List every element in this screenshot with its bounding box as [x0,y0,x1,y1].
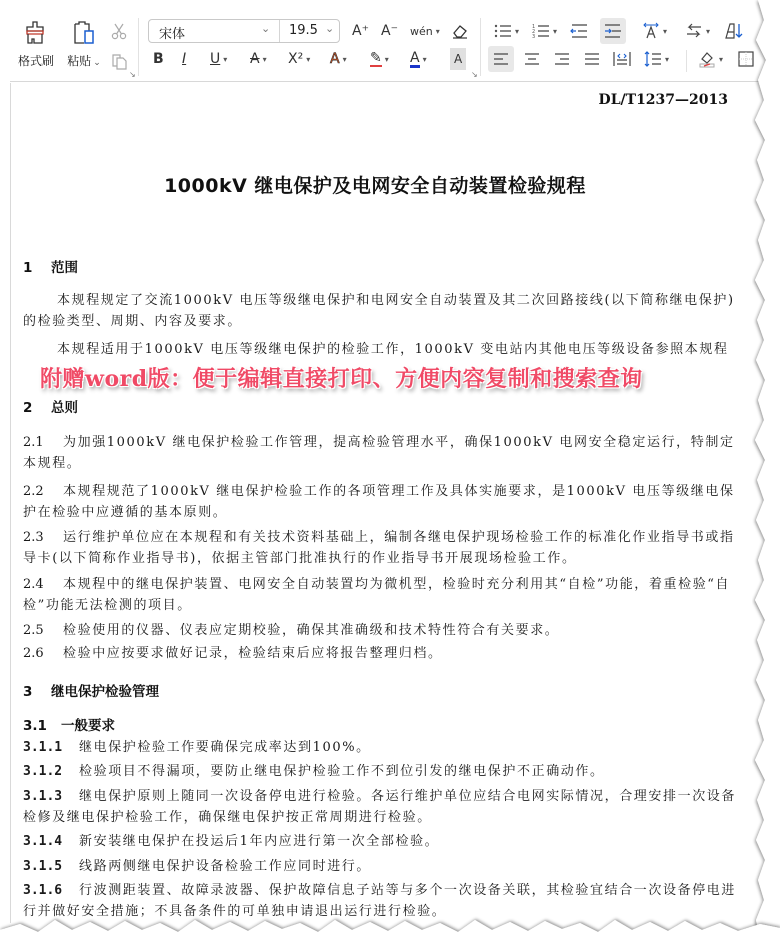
chevron-down-icon: ▾ [553,26,558,36]
decrease-indent-icon [570,23,588,39]
clear-formatting-button[interactable] [451,20,469,42]
paste-label: 粘贴 [67,54,92,68]
eraser-icon [451,22,469,40]
chevron-down-icon: ▾ [422,54,427,64]
superscript-button[interactable] [288,48,310,70]
paste-clipboard-icon [62,18,106,48]
section-heading-3 [23,680,159,700]
clause-text: 行波测距装置、故障录波器、保护故障信息子站等与多个一次设备关联，其检验宜结合一次设备停电进行并做好安全措施；不具备条件的可单独申请退出运行进行检验。 [23,883,737,919]
clause-text: 本规程中的继电保护装置、电网安全自动装置均为微机型，检验时充分利用其“自检”功能，着重检验“自检”功能无法检测的项目。 [23,577,731,613]
subsection-heading-3-1 [23,714,115,734]
clause-number: 2.3 [23,530,44,545]
document-standard-code: DL/T1237—2013 [598,92,728,108]
underline-button[interactable] [210,48,227,70]
chevron-down-icon: ▾ [262,54,267,64]
promo-overlay-banner: 附赠word版：便于编辑直接打印、方便内容复制和搜索查询 [40,366,643,392]
clause-2-4 [23,574,739,616]
sort-button[interactable] [724,20,744,42]
shrink-font-icon: A⁻ [381,23,398,39]
justify-icon [584,52,600,66]
clause-text: 检验项目不得漏项，要防止继电保护检验工作不到位引发的继电保护不正确动作。 [79,764,605,779]
text-effect-icon: A [330,51,340,67]
font-selector[interactable] [148,19,340,43]
emphasis-mark-icon: A [250,51,260,67]
document-page[interactable] [10,83,738,923]
chevron-down-icon: ▾ [435,26,440,36]
line-spacing-button[interactable] [644,48,669,70]
section-number: 1 [23,260,33,276]
text-effect-button[interactable] [330,48,347,70]
align-right-button[interactable] [554,48,570,70]
justify-button[interactable] [584,48,600,70]
clause-2-1 [23,432,739,474]
format-painter-label: 格式刷 [17,54,54,68]
character-shading-icon: A [454,52,463,66]
paste-dropdown-caret[interactable]: ⌄ [93,58,101,68]
clause-number: 2.6 [23,646,44,661]
chevron-down-icon: ▾ [706,26,711,36]
format-painter-icon [14,18,58,48]
chevron-down-icon: ▾ [665,54,670,64]
emphasis-mark-button[interactable] [250,48,267,70]
clause-text: 新安装继电保护在投运后1年内应进行第一次全部检验。 [79,834,440,849]
subsection-title: 一般要求 [61,718,115,734]
clause-3-1-4 [23,831,739,852]
chevron-down-icon: ▾ [306,54,311,64]
font-size-input[interactable]: 19.5 [289,23,318,38]
clause-3-1-2 [23,761,739,782]
section-heading-1 [23,256,78,276]
clause-text: 线路两侧继电保护设备检验工作应同时进行。 [79,859,372,874]
clause-number: 2.5 [23,623,44,638]
increase-indent-icon [604,23,622,39]
cut-scissors-icon[interactable] [108,20,130,42]
shading-bucket-icon [698,50,716,68]
font-size-chevron-icon[interactable]: ⌄ [325,22,335,35]
font-dialog-launcher-icon[interactable]: ↘ [471,70,478,79]
clause-number: 3.1.5 [23,859,63,874]
align-left-icon [493,52,509,66]
copy-icon[interactable] [108,50,130,72]
highlight-button[interactable] [370,48,389,70]
clause-number: 3.1.3 [23,789,63,804]
paragraph: 本规程规定了交流1000kV 电压等级继电保护和电网安全自动装置及其二次回路接线(以下简称继电保护)的检验类型、周期、内容及要求。 [23,293,735,329]
distributed-align-button[interactable] [613,48,631,70]
group-separator [686,50,687,72]
align-right-icon [554,52,570,66]
paragraph: 本规程适用于1000kV 电压等级继电保护的检验工作，1000kV 变电站内其他电压等级设备参照本规程 [57,342,729,357]
align-center-button[interactable] [524,48,540,70]
clause-number: 2.1 [23,435,44,450]
grow-font-icon: A⁺ [352,23,369,39]
text-direction-icon [642,22,660,40]
clause-number: 3.1.4 [23,834,63,849]
clause-number: 2.4 [23,577,44,592]
numbered-list-button[interactable] [532,20,557,42]
phonetic-guide-icon: wén [410,24,433,38]
section-title: 总则 [51,400,78,416]
subsection-number: 3.1 [23,718,47,734]
clause-2-2 [23,481,739,523]
numbered-list-icon [532,23,550,39]
bold-icon: B [153,51,164,67]
italic-icon: I [182,51,187,67]
font-color-icon: A [410,49,420,66]
svg-text:3: 3 [532,34,536,39]
clause-text: 检验使用的仪器、仪表应定期校验，确保其准确级和技术特性符合有关要求。 [63,623,560,638]
bullet-list-button[interactable] [494,20,519,42]
clause-number: 2.2 [23,484,44,499]
clause-text: 为加强1000kV 继电保护检验工作管理，提高检验管理水平，确保1000kV 电网安全稳定运行，特制定本规程。 [23,435,735,471]
text-direction-button[interactable] [642,20,667,42]
line-spacing-icon [644,50,662,68]
clause-text: 继电保护原则上随同一次设备停电进行检验。各运行维护单位应结合电网实际情况，合理安排一次设备检修及继电保护检验工作，确保继电保护按正常周期进行检验。 [23,789,737,825]
section-number: 2 [23,400,33,416]
clause-number: 3.1.6 [23,883,63,898]
section-title: 继电保护检验管理 [51,684,159,700]
paste-button[interactable] [62,18,106,69]
section-number: 3 [23,684,33,700]
chevron-down-icon: ▾ [719,54,724,64]
shrink-font-button[interactable] [381,20,398,42]
clause-3-1-1 [23,737,739,758]
torn-edge-right [752,0,780,950]
clause-2-6 [23,643,739,664]
clause-text: 本规程规范了1000kV 继电保护检验工作的各项管理工作及具体实施要求，是1000kV 电压等级继电保护在检验中应遵循的基本原则。 [23,484,735,520]
clause-number: 3.1.2 [23,764,63,779]
distributed-align-icon [613,51,631,67]
bullet-list-icon [494,23,512,39]
align-center-icon [524,52,540,66]
group-separator [480,18,481,76]
phonetic-guide-button[interactable] [410,20,440,42]
clipboard-dialog-launcher-icon[interactable]: ↘ [129,70,136,79]
character-shading-button[interactable] [450,48,466,70]
clause-number: 3.1.1 [23,740,63,755]
sort-icon [724,22,744,40]
torn-edge-bottom [0,916,780,950]
clause-2-5 [23,620,739,641]
return-arrow-icon [685,23,703,39]
ribbon-toolbar [10,10,760,82]
format-painter-button[interactable] [14,18,58,69]
section-title: 范围 [51,260,78,276]
font-color-button[interactable] [410,48,427,70]
chevron-down-icon: ▾ [515,26,520,36]
line-break-button[interactable] [685,20,710,42]
bold-button[interactable] [153,48,164,70]
group-separator [138,18,139,76]
highlighter-icon: ✎ [370,50,382,66]
increase-indent-button[interactable] [600,18,626,44]
svg-text:2: 2 [532,29,536,35]
chevron-down-icon: ▾ [663,26,668,36]
paragraph-shading-button[interactable] [698,48,723,70]
decrease-indent-button[interactable] [570,20,588,42]
font-box-divider [279,20,280,42]
document-title: 1000kV 继电保护及电网安全自动装置检验规程 [164,175,586,197]
clause-3-1-3 [23,786,739,828]
svg-text:1: 1 [532,24,536,30]
chevron-down-icon: ▾ [342,54,347,64]
section-heading-2 [23,396,78,416]
superscript-icon: X² [288,51,304,67]
chevron-down-icon: ▾ [384,54,389,64]
chevron-down-icon: ▾ [223,54,228,64]
clause-text: 运行维护单位应在本规程和有关技术资料基础上，编制各继电保护现场检验工作的标准化作业指导书或指导卡(以下简称作业指导书)，依据主管部门批准执行的作业指导书开展现场检验工作。 [23,530,735,566]
italic-button[interactable] [182,48,186,70]
align-left-button[interactable] [488,46,514,72]
clause-text: 继电保护检验工作要确保完成率达到100%。 [79,740,371,755]
clause-text: 检验中应按要求做好记录，检验结束后应将报告整理归档。 [63,646,443,661]
underline-icon: U [210,51,221,67]
clause-2-3 [23,527,739,569]
font-name-input[interactable]: 宋体 [159,27,186,42]
clause-3-1-5 [23,856,739,877]
grow-font-button[interactable] [352,20,369,42]
font-name-chevron-icon[interactable]: ⌄ [261,22,271,35]
